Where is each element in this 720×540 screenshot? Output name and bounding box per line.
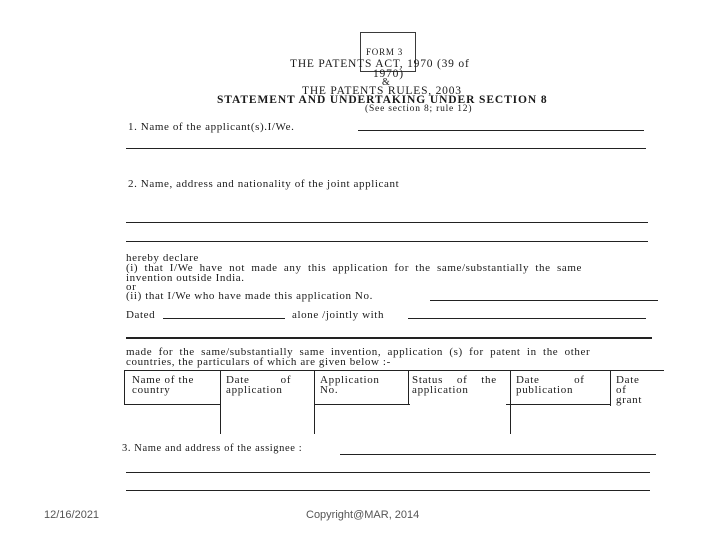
clause-ii: (ii) that I/We who have made this application No. bbox=[126, 290, 373, 302]
form-number: FORM 3 bbox=[366, 47, 404, 57]
act-title-line1: THE PATENTS ACT, 1970 (39 of bbox=[290, 58, 470, 70]
table-header-country: Name of the country bbox=[132, 374, 195, 396]
table-col-divider bbox=[408, 370, 409, 404]
table-row-divider bbox=[314, 404, 410, 405]
table-header-date-of-publication: Date of publication bbox=[516, 374, 585, 396]
application-no-blank[interactable] bbox=[430, 300, 658, 301]
jointly-with-blank-line2[interactable] bbox=[126, 337, 652, 339]
table-col-divider bbox=[220, 370, 221, 434]
item2-blank-line2[interactable] bbox=[126, 241, 648, 242]
table-top-border bbox=[124, 370, 664, 371]
table-row-divider bbox=[506, 404, 610, 405]
dated-blank[interactable] bbox=[163, 318, 285, 319]
dated-label: Dated bbox=[126, 309, 156, 321]
jointly-with-blank[interactable] bbox=[408, 318, 646, 319]
clause-i-line2: invention outside India. bbox=[126, 272, 245, 284]
made-for-line1: made for the same/substantially same invention, application (s) for patent in the other bbox=[126, 346, 591, 358]
item1-label: 1. Name of the applicant(s).I/We. bbox=[128, 121, 295, 133]
table-col-divider bbox=[314, 370, 315, 434]
table-header-application-no: Application No. bbox=[320, 374, 380, 396]
or-text: or bbox=[126, 281, 137, 293]
table-row-divider bbox=[124, 404, 220, 405]
item3-label: 3. Name and address of the assignee : bbox=[122, 443, 303, 454]
ampersand: & bbox=[382, 77, 391, 88]
assignee-blank-line2[interactable] bbox=[126, 472, 650, 473]
alone-jointly-label: alone /jointly with bbox=[292, 309, 385, 321]
assignee-blank[interactable] bbox=[340, 454, 656, 455]
item1-blank[interactable] bbox=[358, 130, 644, 131]
made-for-line2: countries, the particulars of which are given below :- bbox=[126, 356, 391, 368]
table-header-status: Status of the application bbox=[412, 374, 497, 396]
foreign-applications-table bbox=[124, 370, 664, 435]
act-title-line2: 1970) bbox=[373, 68, 404, 80]
assignee-blank-line3[interactable] bbox=[126, 490, 650, 491]
clause-i-line1: (i) that I/We have not made any this application for the same/substantially the same bbox=[126, 262, 582, 274]
statement-title: STATEMENT AND UNDERTAKING UNDER SECTION 8 bbox=[217, 94, 548, 106]
hereby-declare: hereby declare bbox=[126, 252, 199, 264]
table-col-divider bbox=[610, 370, 611, 406]
item1-blank-line2[interactable] bbox=[126, 148, 646, 149]
item2-blank-line1[interactable] bbox=[126, 222, 648, 223]
table-col-divider bbox=[510, 370, 511, 434]
item2-label: 2. Name, address and nationality of the joint applicant bbox=[128, 178, 400, 190]
rules-title: THE PATENTS RULES, 2003 bbox=[302, 85, 462, 97]
table-col-divider bbox=[124, 370, 125, 404]
table-header-date-of-application: Date of application bbox=[226, 374, 292, 396]
table-header-date-of-grant: Date of grant bbox=[616, 374, 643, 406]
see-section: (See section 8; rule 12) bbox=[365, 104, 473, 114]
footer-copyright: Copyright@MAR, 2014 bbox=[306, 509, 420, 521]
footer-date: 12/16/2021 bbox=[44, 509, 100, 521]
